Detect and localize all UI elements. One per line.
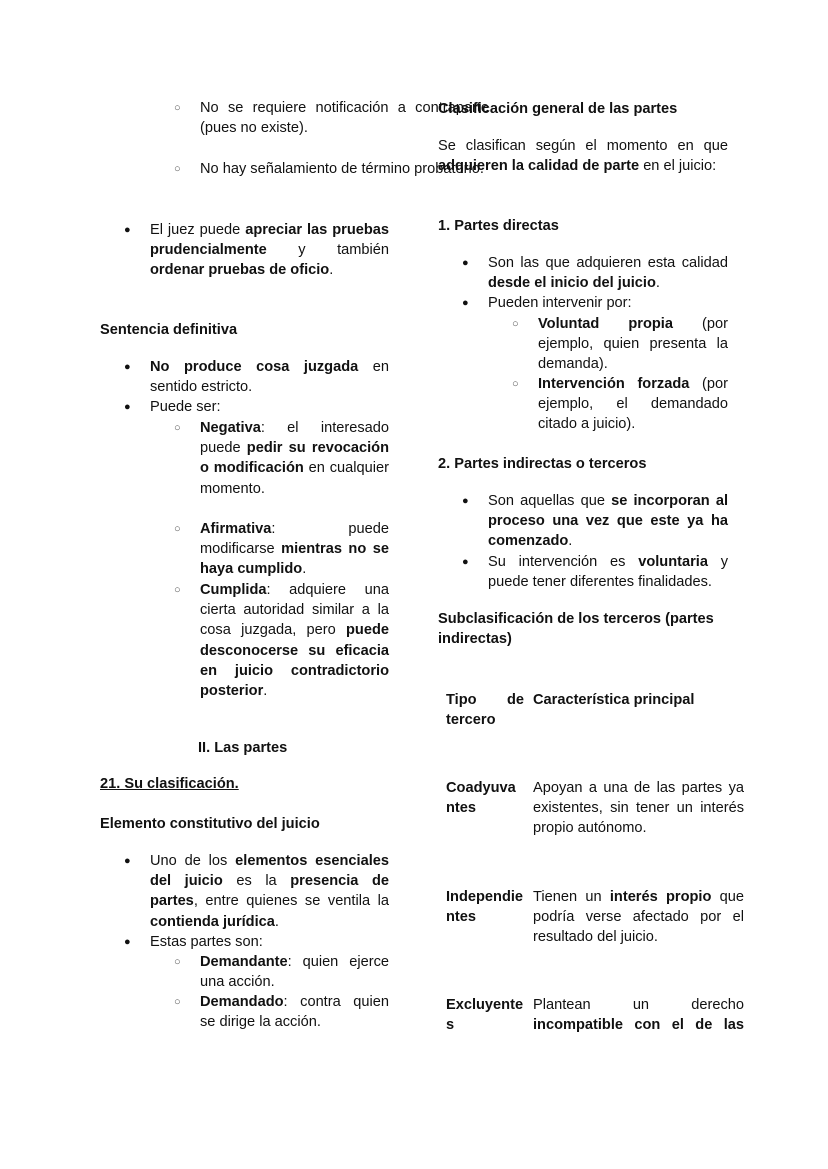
hollow-bullet-icon: [174, 418, 181, 438]
list-item: Estas partes son:: [150, 934, 263, 950]
table-cell-type: Independientes: [446, 889, 524, 926]
table-header-tipo: Tipo de tercero: [446, 692, 524, 729]
list-item: Demandado: contra quien se dirige la acción.: [200, 994, 389, 1031]
hollow-bullet-icon: [174, 98, 181, 118]
filled-bullet-icon: [124, 397, 131, 417]
filled-bullet-icon: [124, 851, 131, 871]
list-item: No hay señalamiento de término probatorio.: [200, 161, 484, 177]
list-item: Voluntad propia (por ejemplo, quien presenta la demanda).: [538, 316, 728, 373]
heading-subclasificacion: Subclasificación de los terceros (partes indirectas): [438, 611, 714, 648]
intro-paragraph: Se clasifican según el momento en que adquieren la calidad de parte en el juicio:: [438, 138, 728, 175]
list-item: Negativa: el interesado puede pedir su revocación o modificación en cualquier momento.: [200, 420, 389, 497]
list-item: Demandante: quien ejerce una acción.: [200, 954, 389, 991]
list-item: Pueden intervenir por:: [488, 295, 632, 311]
list-item: Puede ser:: [150, 399, 221, 415]
list-item: Afirmativa: puede modificarse mientras no se haya cumplido.: [200, 521, 389, 578]
heading-elemento-constitutivo: Elemento constitutivo del juicio: [100, 816, 320, 832]
hollow-bullet-icon: [174, 159, 181, 179]
hollow-bullet-icon: [174, 952, 181, 972]
hollow-bullet-icon: [512, 314, 519, 334]
filled-bullet-icon: [462, 293, 469, 313]
section-title: II. Las partes: [198, 740, 288, 756]
table-cell-description: Plantean un derecho incompatible con el de las: [533, 997, 744, 1034]
hollow-bullet-icon: [174, 519, 181, 539]
heading-sentencia-definitiva: Sentencia definitiva: [100, 322, 238, 338]
heading-partes-indirectas: 2. Partes indirectas o terceros: [438, 456, 647, 472]
list-item: Cumplida: adquiere una cierta autoridad similar a la cosa juzgada, pero puede desconocerse su eficacia en juicio contradictorio posterior.: [200, 582, 389, 700]
filled-bullet-icon: [124, 357, 131, 377]
list-item: El juez puede apreciar las pruebas prudencialmente y también ordenar pruebas de oficio.: [150, 222, 389, 279]
list-item: Son aquellas que se incorporan al proceso una vez que este ya ha comenzado.: [488, 493, 729, 550]
heading-partes-directas: 1. Partes directas: [438, 218, 559, 234]
hollow-bullet-icon: [174, 992, 181, 1012]
filled-bullet-icon: [124, 220, 131, 240]
hollow-bullet-icon: [174, 580, 181, 600]
heading-clasificacion-general: Clasificación general de las partes: [438, 101, 678, 117]
table-cell-type: Excluyentes: [446, 997, 524, 1034]
table-cell-type: Coadyuvantes: [446, 780, 516, 817]
list-item: Son las que adquieren esta calidad desde el inicio del juicio.: [488, 255, 728, 292]
table-cell-description: Tienen un interés propio que podría verse afectado por el resultado del juicio.: [533, 889, 744, 946]
list-item: No produce cosa juzgada en sentido estricto.: [150, 359, 390, 396]
list-item: Su intervención es voluntaria y puede tener diferentes finalidades.: [488, 554, 728, 591]
table-header-caracteristica: Característica principal: [533, 692, 695, 708]
subsection-title: 21. Su clasificación.: [100, 776, 239, 792]
filled-bullet-icon: [462, 552, 469, 572]
filled-bullet-icon: [124, 932, 131, 952]
list-item: Intervención forzada (por ejemplo, el demandado citado a juicio).: [538, 376, 728, 433]
hollow-bullet-icon: [512, 374, 519, 394]
table-cell-description: Apoyan a una de las partes ya existentes, sin tener un interés propio autónomo.: [533, 780, 744, 837]
filled-bullet-icon: [462, 491, 469, 511]
filled-bullet-icon: [462, 253, 469, 273]
list-item: Uno de los elementos esenciales del juicio es la presencia de partes, entre quienes se ventila la contienda jurídica.: [150, 853, 390, 930]
list-item: No se requiere notificación a contraparte (pues no existe).: [200, 100, 489, 137]
